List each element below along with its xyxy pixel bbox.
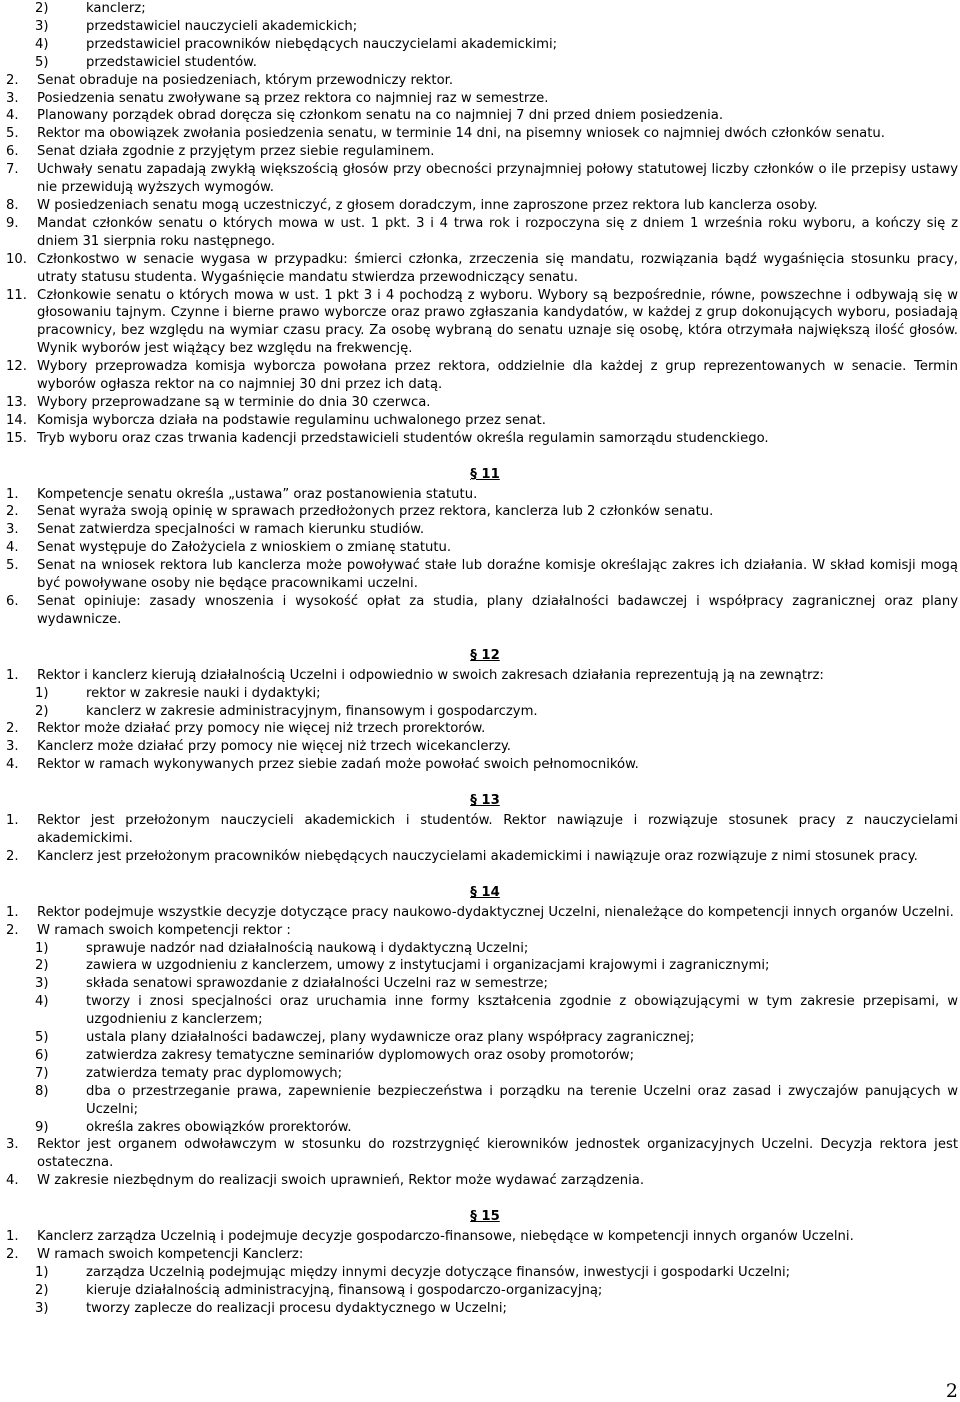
- list-item: [6, 720, 958, 738]
- item-text: Posiedzenia senatu zwoływane są przez rektora co najmniej raz w semestrze.: [37, 90, 549, 106]
- list-item: [6, 1246, 958, 1264]
- item-text: ustala plany działalności badawczej, plany wydawnicze oraz plany współpracy zagranicznej;: [86, 1030, 695, 1046]
- item-text: sprawuje nadzór nad działalnością naukową i dydaktyczną Uczelni;: [86, 940, 529, 956]
- item-text: Wybory przeprowadzane są w terminie do dnia 30 czerwca.: [37, 394, 431, 410]
- item-number: 6.: [6, 594, 19, 609]
- item-text: Rektor jest organem odwoławczym w stosunku do rozstrzygnięć kierowników jednostek organizacyjnych Uczelni. Decyzja rektora jest ostateczna.: [37, 1137, 958, 1171]
- item-number: 2.: [6, 1247, 19, 1262]
- item-number: 2.: [6, 72, 19, 88]
- item-number: 3.: [6, 1137, 19, 1153]
- item-number: 1): [35, 940, 49, 956]
- item-number: 2.: [6, 848, 19, 864]
- item-text: W posiedzeniach senatu mogą uczestniczyć, z głosem doradczym, inne zaproszone przez rektora lub kanclerza osoby.: [37, 197, 818, 213]
- item-text: zawiera w uzgodnieniu z kanclerzem, umowy z instytucjami i organizacjami krajowymi i zagranicznymi;: [86, 958, 770, 974]
- item-number: 7): [35, 1065, 49, 1081]
- item-text: przedstawiciel studentów.: [86, 54, 257, 70]
- item-text: zarządza Uczelnią podejmując między innymi decyzje dotyczące finansów, inwestycji i gospodarki Uczelni;: [86, 1264, 791, 1280]
- item-text: dba o przestrzeganie prawa, zapewnienie bezpieczeństwa i porządku na terenie Uczelni oraz zasad i zwyczajów panujących w Uczelni;: [86, 1083, 958, 1117]
- item-text: Rektor ma obowiązek zwołania posiedzenia senatu, w terminie 14 dni, na pisemny wniosek co najmniej dwóch członków senatu.: [37, 126, 885, 142]
- list-item: [6, 215, 958, 251]
- sub-item: [6, 1300, 958, 1318]
- item-number: 14.: [6, 412, 27, 428]
- list-item: [6, 904, 958, 922]
- item-number: 1.: [6, 904, 19, 920]
- item-number: 6.: [6, 144, 19, 160]
- item-text: Senat opiniuje: zasady wnoszenia i wysokość opłat za studia, plany działalności badawczej i współpracy zagranicznej oraz plany wydawnicze.: [37, 594, 958, 627]
- item-text: określa zakres obowiązków prorektorów.: [86, 1119, 352, 1135]
- item-text: Uchwały senatu zapadają zwykłą większością głosów przy obecności przynajmniej połowy statutowej liczby członków o ile przepisy ustawy nie przewidują wyższych wymogów.: [37, 162, 958, 196]
- item-text: W ramach swoich kompetencji Kanclerz:: [37, 1247, 304, 1262]
- item-text: zatwierdza zakresy tematyczne seminariów dyplomowych oraz osoby promotorów;: [86, 1047, 635, 1063]
- page-number: 2: [945, 1380, 958, 1402]
- item-number: 2.: [6, 922, 19, 938]
- item-text: przedstawiciel pracowników niebędących nauczycielami akademickimi;: [86, 36, 558, 52]
- list-item: [6, 667, 958, 685]
- item-number: 4.: [6, 757, 19, 773]
- list-item: [6, 557, 958, 593]
- list-item: [6, 18, 958, 36]
- item-text: Planowany porządek obrad doręcza się członkom senatu na co najmniej 7 dni przed dniem posiedzenia.: [37, 108, 724, 124]
- top-list: [6, 0, 958, 72]
- item-text: kanclerz w zakresie administracyjnym, finansowym i gospodarczym.: [86, 703, 538, 719]
- list-item: [6, 72, 958, 90]
- list-item: [6, 90, 958, 108]
- item-number: 5): [35, 1030, 49, 1046]
- item-text: Mandat członków senatu o których mowa w ust. 1 pkt. 3 i 4 trwa rok i rozpoczyna się z dniem 1 września roku wyboru, a kończy się z dniem 31 sierpnia roku następnego.: [37, 215, 958, 249]
- sub-item: [6, 1119, 958, 1137]
- list-item: [6, 394, 958, 412]
- list-item: [6, 812, 958, 848]
- section-heading: § 12: [470, 647, 500, 663]
- item-number: 2): [35, 1282, 49, 1298]
- list-item: [6, 486, 958, 504]
- list-item: [6, 1228, 958, 1246]
- item-number: 1.: [6, 486, 19, 502]
- section-heading: § 15: [470, 1209, 500, 1225]
- item-number: 1.: [6, 813, 19, 829]
- item-text: Senat na wniosek rektora lub kanclerza może powoływać stałe lub doraźne komisje określając zakres ich działania. W skład komisji mogą być powoływane osoby nie będące pracownikami uczelni.: [37, 558, 958, 592]
- list-item: [6, 143, 958, 161]
- list-item: [6, 848, 958, 866]
- list-item: [6, 36, 958, 54]
- item-number: 4.: [6, 540, 19, 556]
- item-text: Komisja wyborcza działa na podstawie regulaminu uchwalonego przez senat.: [37, 412, 546, 428]
- item-text: Członkowie senatu o których mowa w ust. 1 pkt 3 i 4 pochodzą z wyboru. Wybory są bezpośrednie, równe, powszechne i odbywają się w głosowaniu tajnym. Czynne i bierne prawo wyborcze oraz prawo zgłaszania kandydatów, w każdej z grup dokonujących wyboru, posiadają pracownicy, bez względu na wymiar czasu pracy. Za osobę wybraną do senatu uznaje się osobę, która otrzymała największą ilość głosów. Wynik wyborów jest wiążący bez względu na frekwencję.: [37, 287, 958, 357]
- item-number: 9.: [6, 215, 19, 231]
- document-page: [6, 0, 958, 1318]
- item-text: rektor w zakresie nauki i dydaktyki;: [86, 685, 321, 701]
- item-number: 8): [35, 1083, 49, 1099]
- section-15-list: [6, 1228, 958, 1318]
- item-text: Członkostwo w senacie wygasa w przypadku: śmierci członka, zrzeczenia się mandatu, rozwiązania bądź wygaśnięcia stosunku pracy, utraty statusu studenta. Wygaśnięcie mandatu stwierdza przewodniczący senatu.: [37, 251, 958, 285]
- item-number: 2): [35, 958, 49, 974]
- item-number: 3): [35, 976, 49, 992]
- item-number: 1): [35, 1264, 49, 1280]
- list-item: [6, 539, 958, 557]
- item-number: 6): [35, 1047, 49, 1063]
- item-text: Kompetencje senatu określa „ustawa” oraz postanowienia statutu.: [37, 486, 478, 502]
- item-number: 13.: [6, 394, 27, 410]
- list-item: [6, 503, 958, 521]
- list-item: [6, 521, 958, 539]
- item-text: Senat obraduje na posiedzeniach, którym przewodniczy rektor.: [37, 72, 454, 88]
- list-item: [6, 922, 958, 940]
- item-number: 15.: [6, 430, 27, 446]
- list-item: [6, 0, 958, 18]
- item-number: 12.: [6, 359, 27, 375]
- sub-item: [6, 1083, 958, 1119]
- list-item: [6, 125, 958, 143]
- section-14-list: [6, 904, 958, 1191]
- list-item: [6, 358, 958, 394]
- item-text: Kanclerz zarządza Uczelnią i podejmuje decyzje gospodarczo-finansowe, niebędące w kompetencji innych organów Uczelni.: [37, 1229, 854, 1245]
- item-number: 10.: [6, 251, 27, 267]
- list-item: [6, 593, 958, 629]
- section-heading: § 13: [470, 793, 500, 809]
- item-text: Rektor jest przełożonym nauczycieli akademickich i studentów. Rektor nawiązuje i rozwiązuje stosunek pracy z nauczycielami akademickimi.: [37, 813, 958, 846]
- list-item: [6, 54, 958, 72]
- item-number: 2.: [6, 721, 19, 737]
- item-text: kanclerz;: [86, 1, 146, 16]
- item-text: przedstawiciel nauczycieli akademickich;: [86, 18, 358, 34]
- item-number: 4.: [6, 1173, 19, 1189]
- item-number: 5.: [6, 126, 19, 142]
- item-text: Senat występuje do Założyciela z wnioskiem o zmianę statutu.: [37, 540, 452, 556]
- sub-item: [6, 940, 958, 958]
- item-text: kieruje działalnością administracyjną, finansową i gospodarczo-organizacyjną;: [86, 1282, 603, 1298]
- section-13-list: [6, 812, 958, 866]
- sub-item: [6, 703, 958, 721]
- item-number: 1.: [6, 1229, 19, 1245]
- item-number: 9): [35, 1119, 49, 1135]
- list-item: [6, 1136, 958, 1172]
- item-number: 4.: [6, 108, 19, 124]
- item-number: 3.: [6, 522, 19, 538]
- list-item: [6, 251, 958, 287]
- item-text: tworzy zaplecze do realizacji procesu dydaktycznego w Uczelni;: [86, 1300, 507, 1316]
- item-number: 3): [35, 1300, 49, 1316]
- item-text: Rektor i kanclerz kierują działalnością Uczelni i odpowiednio w swoich zakresach działania reprezentują ją na zewnątrz:: [37, 667, 824, 683]
- item-text: Senat wyraża swoją opinię w sprawach przedłożonych przez rektora, kanclerza lub 2 członków senatu.: [37, 504, 714, 520]
- item-text: Tryb wyboru oraz czas trwania kadencji przedstawicieli studentów określa regulamin samorządu studenckiego.: [37, 430, 769, 446]
- sub-item: [6, 993, 958, 1029]
- item-text: zatwierdza tematy prac dyplomowych;: [86, 1065, 343, 1081]
- item-number: 3.: [6, 90, 19, 106]
- section-10-list: [6, 72, 958, 448]
- item-number: 11.: [6, 287, 27, 303]
- item-text: Kanclerz może działać przy pomocy nie więcej niż trzech wicekanclerzy.: [37, 739, 512, 755]
- list-item: [6, 197, 958, 215]
- section-heading: § 11: [470, 466, 500, 482]
- item-number: 7.: [6, 162, 19, 178]
- sub-item: [6, 1047, 958, 1065]
- section-12-list: [6, 667, 958, 774]
- item-number: 2): [35, 1, 49, 16]
- section-heading: § 14: [470, 884, 500, 900]
- item-number: 2): [35, 703, 49, 719]
- item-number: 1.: [6, 667, 19, 683]
- item-number: 8.: [6, 197, 19, 213]
- sub-item: [6, 1282, 958, 1300]
- item-number: 4): [35, 994, 49, 1010]
- item-text: Rektor podejmuje wszystkie decyzje dotyczące pracy naukowo-dydaktycznej Uczelni, nienależące do kompetencji innych organów Uczelni.: [37, 904, 954, 920]
- item-number: 1): [35, 685, 49, 701]
- list-item: [6, 161, 958, 197]
- list-item: [6, 430, 958, 448]
- item-text: W zakresie niezbędnym do realizacji swoich uprawnień, Rektor może wydawać zarządzenia.: [37, 1173, 645, 1189]
- item-text: W ramach swoich kompetencji rektor :: [37, 922, 291, 938]
- item-text: Rektor może działać przy pomocy nie więcej niż trzech prorektorów.: [37, 721, 486, 737]
- sub-item: [6, 685, 958, 703]
- list-item: [6, 756, 958, 774]
- item-text: Senat zatwierdza specjalności w ramach kierunku studiów.: [37, 522, 425, 538]
- item-number: 3): [35, 18, 49, 34]
- sub-item: [6, 975, 958, 993]
- item-number: 3.: [6, 739, 19, 755]
- item-number: 2.: [6, 504, 19, 520]
- item-number: 4): [35, 36, 49, 52]
- item-text: Senat działa zgodnie z przyjętym przez siebie regulaminem.: [37, 144, 435, 160]
- item-text: składa senatowi sprawozdanie z działalności Uczelni raz w semestrze;: [86, 976, 548, 992]
- sub-item: [6, 1264, 958, 1282]
- sub-item: [6, 1029, 958, 1047]
- section-11-list: [6, 486, 958, 629]
- list-item: [6, 107, 958, 125]
- item-text: Rektor w ramach wykonywanych przez siebie zadań może powołać swoich pełnomocników.: [37, 757, 639, 773]
- list-item: [6, 287, 958, 359]
- item-text: Wybory przeprowadza komisja wyborcza powołana przez rektora, oddzielnie dla każdej z grup reprezentowanych w senacie. Termin wyborów ogłasza rektor na co najmniej 30 dni przez ich datą.: [37, 359, 958, 393]
- item-text: tworzy i znosi specjalności oraz uruchamia inne formy kształcenia zgodnie z obowiązującymi w tym zakresie przepisami, w uzgodnieniu z kanclerzem;: [86, 994, 958, 1028]
- list-item: [6, 1172, 958, 1190]
- item-number: 5): [35, 54, 49, 70]
- sub-item: [6, 957, 958, 975]
- list-item: [6, 738, 958, 756]
- item-number: 5.: [6, 558, 19, 574]
- sub-item: [6, 1065, 958, 1083]
- list-item: [6, 412, 958, 430]
- item-text: Kanclerz jest przełożonym pracowników niebędących nauczycielami akademickimi i nawiązuje oraz rozwiązuje z nimi stosunek pracy.: [37, 848, 918, 864]
